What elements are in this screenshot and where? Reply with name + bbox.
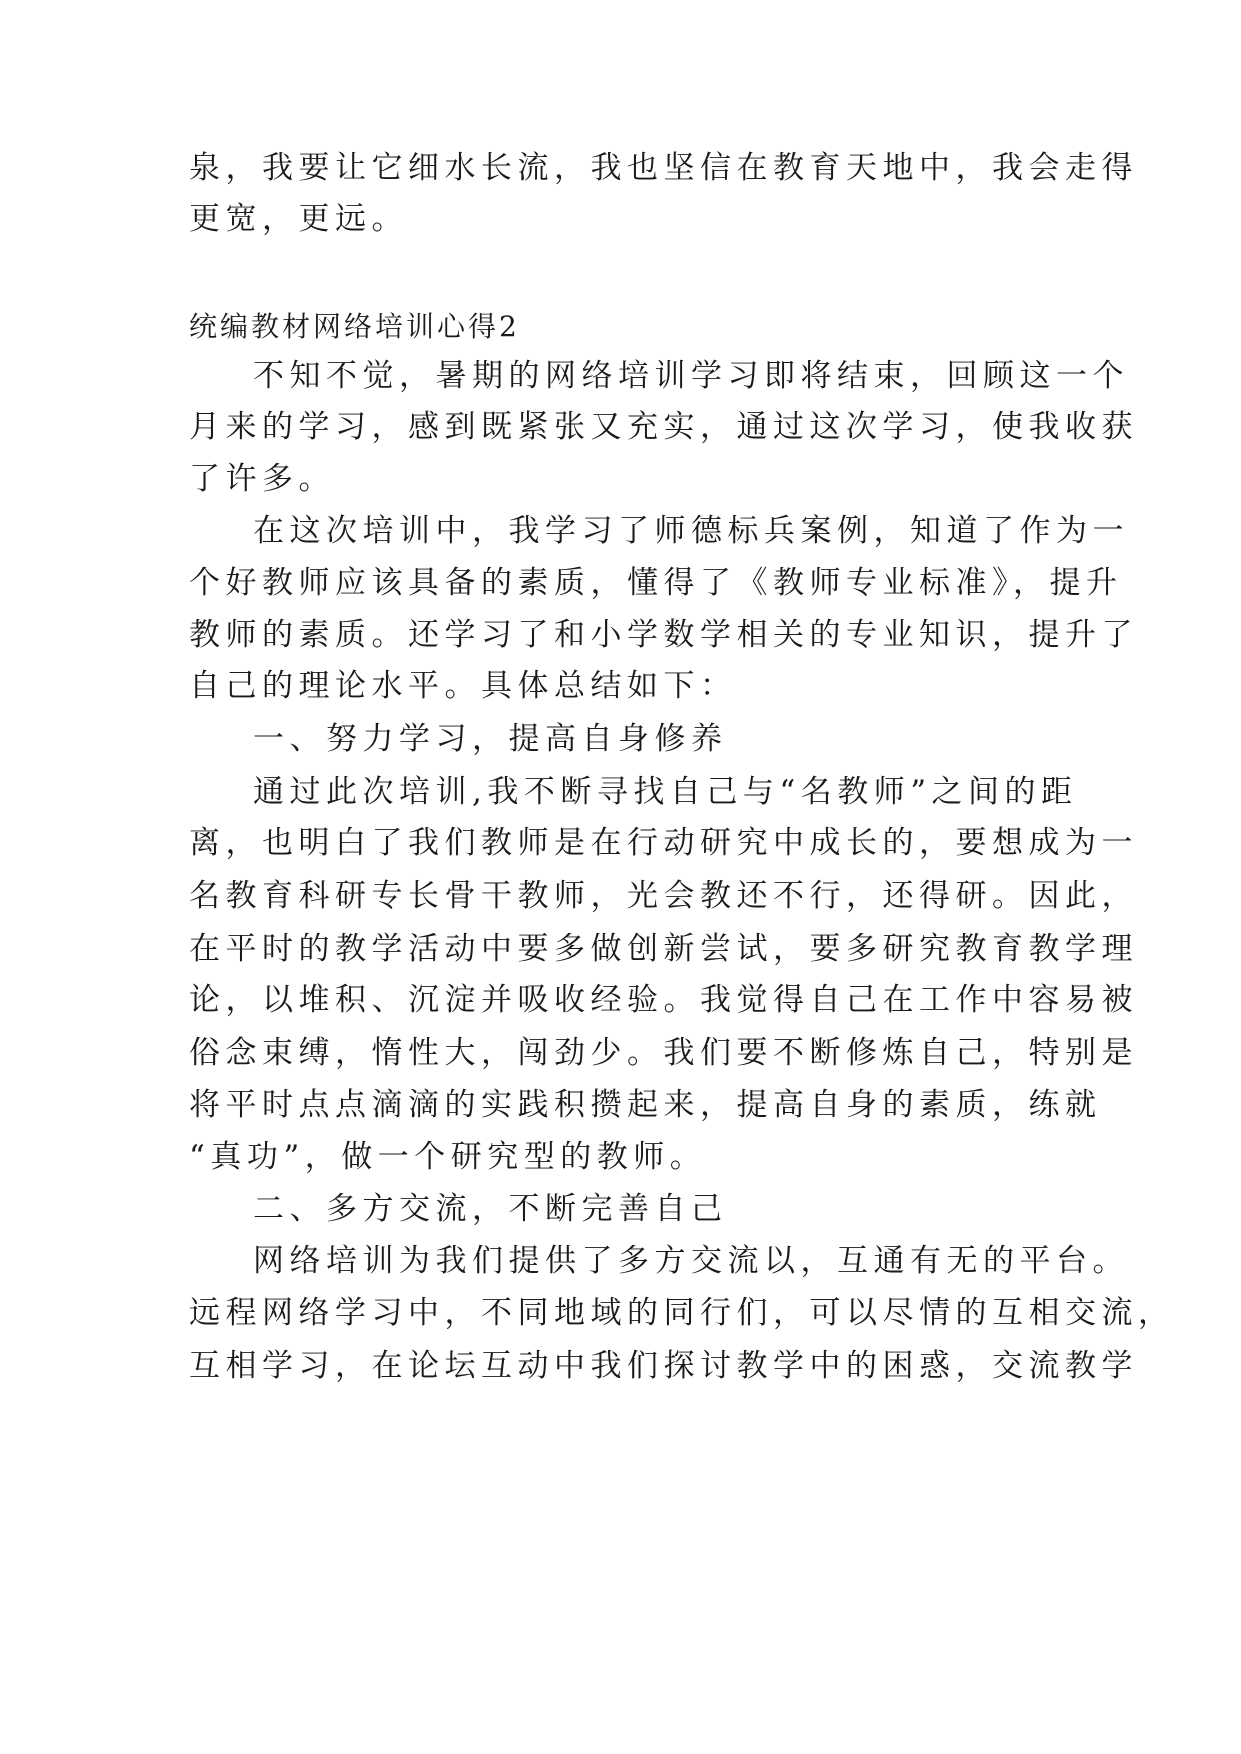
intro-line-2: 更宽，更远。 xyxy=(189,201,408,237)
paragraph-1-line-2: 月来的学习，感到既紧张又充实，通过这次学习，使我收获 xyxy=(189,409,1138,445)
heading-1: 一、努力学习，提高自身修养 xyxy=(253,721,728,757)
paragraph-1-line-3: 了许多。 xyxy=(189,461,335,497)
paragraph-2-line-3: 教师的素质。还学习了和小学数学相关的专业知识，提升了 xyxy=(189,617,1138,653)
paragraph-3-line-5: 论，以堆积、沉淀并吸收经验。我觉得自己在工作中容易被 xyxy=(189,982,1138,1018)
paragraph-4-line-3: 互相学习，在论坛互动中我们探讨教学中的困惑，交流教学 xyxy=(189,1348,1138,1384)
paragraph-2-line-2: 个好教师应该具备的素质，懂得了《教师专业标准》，提升 xyxy=(189,565,1123,601)
paragraph-3-line-2: 离，也明白了我们教师是在行动研究中成长的，要想成为一 xyxy=(189,825,1138,861)
paragraph-4-line-1: 网络培训为我们提供了多方交流以，互通有无的平台。 xyxy=(253,1243,1129,1279)
intro-line-1: 泉，我要让它细水长流，我也坚信在教育天地中，我会走得 xyxy=(189,150,1138,186)
paragraph-3-line-7: 将平时点点滴滴的实践积攒起来，提高自身的素质，练就 xyxy=(189,1087,1102,1123)
section-title: 统编教材网络培训心得2 xyxy=(189,310,520,343)
paragraph-3-line-3: 名教育科研专长骨干教师，光会教还不行，还得研。因此， xyxy=(189,878,1138,914)
paragraph-3-line-1: 通过此次培训,我不断寻找自己与“名教师”之间的距 xyxy=(253,774,1078,810)
paragraph-3-line-4: 在平时的教学活动中要多做创新尝试，要多研究教育教学理 xyxy=(189,931,1138,967)
paragraph-2-line-4: 自己的理论水平。具体总结如下： xyxy=(189,668,737,704)
paragraph-3-line-8: “真功”，做一个研究型的教师。 xyxy=(189,1139,707,1175)
heading-2: 二、多方交流，不断完善自己 xyxy=(253,1191,728,1227)
paragraph-2-line-1: 在这次培训中，我学习了师德标兵案例，知道了作为一 xyxy=(253,513,1129,549)
paragraph-1-line-1: 不知不觉，暑期的网络培训学习即将结束，回顾这一个 xyxy=(253,358,1129,394)
paragraph-3-line-6: 俗念束缚，惰性大，闯劲少。我们要不断修炼自己，特别是 xyxy=(189,1035,1138,1071)
paragraph-4-line-2: 远程网络学习中，不同地域的同行们，可以尽情的互相交流， xyxy=(189,1295,1175,1331)
